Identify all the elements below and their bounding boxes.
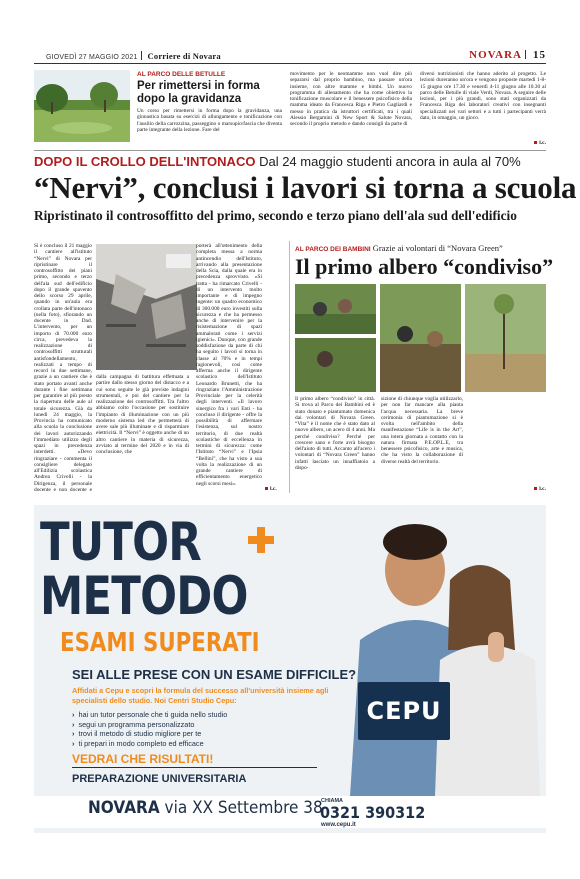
park-photo (34, 70, 130, 142)
advert-call-label: CHIAMA (321, 798, 343, 804)
top-article-column-2: movimento per le neomamme non vuol dire più separarsi dal proprio bambino, ma passare un'ora insieme, con altre mamme e bimbi. Un nuovo programma di allenamento che ha come obiettivo la tonificazione muscolare e il benessere psicofisico della mamma ideato da Francesca Riga e Pietro Gagliardi e messo in pratica da istruttori certificati, tra i quali Alessio Bergamini di New Sport & Salute Novara, secondo il proprio metodo e dando consigli da parte di (290, 71, 412, 127)
page-header-left (46, 51, 221, 61)
main-article-title: “Nervi”, conclusi i lavori si torna a scuola (34, 170, 577, 205)
page-header-right (469, 49, 546, 61)
newspaper-name: Corriere di Novara (147, 51, 221, 61)
advert-metodo: METODO (40, 566, 248, 627)
advert-website[interactable]: www.cepu.it (321, 822, 356, 828)
advert-tagline: VEDRAI CHE RISULTATI! (72, 752, 214, 766)
right-article-kicker (295, 243, 503, 253)
top-article-signature: l.c. (534, 140, 546, 146)
cepu-logo: CEPU (366, 697, 442, 725)
ceiling-collapse-photo (96, 244, 197, 370)
list-item: › segui un programma personalizzato (72, 719, 195, 729)
plus-icon (248, 527, 274, 553)
main-kicker-dark: Dal 24 maggio studenti ancora in aula al 70% (259, 154, 521, 169)
main-article-kicker (34, 154, 521, 169)
advert-intro: Affidati a Cepu e scopri la formula del successo all'università insieme agli specialisti dello studio. Noi Centri Studio Cepu: (72, 686, 329, 705)
advert-phone: 0321 390312 (320, 803, 426, 822)
advert-divider (72, 767, 317, 768)
list-item: › hai un tutor personale che ti guida nello studio (72, 710, 228, 719)
advert-tutor: TUTOR (40, 512, 201, 573)
right-article-title: Il primo albero “condiviso” (295, 254, 554, 279)
right-article-signature: l.c. (534, 486, 546, 492)
advert-question: SEI ALLE PRESE CON UN ESAME DIFFICILE? (72, 667, 357, 682)
tree-planting-photos (295, 284, 546, 392)
advert-esami-superati: ESAMI SUPERATI (60, 628, 260, 658)
main-article-column-1: Si è concluso il 21 maggio il cantiere all'istituto “Nervi” di Novara per ripristinare il controsoffitto dei piani primo, secondo e terzo dell'ala sud dell'edificio dopo il grande spavento dello scorso 29 aprile, quando in un'aula era crollata parte dell'intonaco (nella foto), sfiorando un docente in Dad. L'intervento, per un importo di 70.000 euro circa, prevedeva la realizzazione di controsoffitti strutturali antisfondellamento, realizzati a tempo di record in due settimane, grazie a un cantiere che è stato portato avanti anche durante i fine settimana per garantire al più presto la riapertura delle aule al totale sicurezza. Già da lunedì 24 maggio, la Provincia ha comunicato alla scuola la conclusione dei lavori autorizzando l'immediato utilizzo degli spazi in precedenza interdetti. «Devo ringraziare - commenta il consigliere delegato all'Edilizia scolastica Andrea Crivelli - la Dirigenza, il personale docente e non docente e (34, 243, 92, 493)
advert-footer-label: PREPARAZIONE UNIVERSITARIA (72, 773, 247, 785)
main-article-signature: l.c. (265, 486, 277, 492)
top-article-column-3: diversi nutrizionisti che hanno aderito al progetto. Le lezioni dureranno un'ora e vengono proposte martedì 1-8-15 giugno ore 17.30 e venerdì 4-11 giugno alle 10.30 al parco delle Betulle di viale Verdi, Novara. A seguire delle lezioni, per i più grandi, sono stati organizzati da Francesca Riga dei laboratori creativi con insegnanti specializzati nei vari settori e a tutti i partecipanti verrà dato, in omaggio, un gioco. (420, 71, 546, 121)
advert-students-illustration (320, 510, 546, 796)
main-article-column-3: porterà all'ottenimento della completa messa a norma antincendio dell'Istituto, arrivando alla presentazione della Scia, dalla quale era in precedenza sprovvisto. «Si tratta - ha rimarcato Crivelli - di un intervento molto importante e di impegno ingente: un quadro economico di 300.000 euro investiti sulla sicurezza e che ha permesso anche di intervenire per la risistemazione di spazi ammalorati come i servizi igienici». Dunque, con grande soddisfazione da parte di chi ha seguito i lavori si torna in classe al 70% e in tempi ragionevoli, così come afferma anche il dirigente scolastico dell'Istituto Leonardo Brunetti, che ha ringraziato l'Amministrazione Provinciale per la celerità degli interventi. «Il lavoro sinergico fra i vari Enti - ha concluso il dirigente - offre la possibilità di affermare l'esistenza, sul nostro territorio, di due realtà scolastiche di eccellenza in termini di sicurezza: come l'Istituto “Nervi” e l'Ipsia “Bellini”, che ha visto a sua volta la realizzazione di un grande cantiere di efficientamento energetico negli scorsi mesi». (196, 243, 262, 486)
right-article-column-1: Il primo albero “condiviso” in città. Si trova al Parco dei Bambini ed è stato donato e piantumato domenica dai volontari di Novara Green. “Vita” è il nome che è stato dato al nuovo albero, un acero di 4 anni. Ma perché condiviso? Perché per crescere sano e forte avrà bisogno dell'aiuto di tutti. Accanto all'acero i volontari di “Novara Green” hanno infatti lasciato un innaffiatoio a dispo- (295, 396, 375, 471)
main-article-column-2: dalla campagna di battitura effettuata a partire dallo stesso giorno del distacco e a cui sono seguite le già previste indagini strumentali, e poi del cantiere per la realizzazione dei controsoffitti. Tra l'altro abbiamo colto l'occasione per sostituire l'impianto di illuminazione con un più moderno sistema led che permetterà di avere sale più illuminate e di risparmiare elettricità. Il “Nervi” è oggetto anche di un altro cantiere in materia di sicurezza, avviato al termine del 2020 e in via di conclusione, che (96, 374, 189, 455)
advert-bullet-list (72, 710, 227, 748)
page-number: 15 (533, 49, 546, 61)
section-name: NOVARA (469, 49, 522, 61)
main-article-subtitle: Ripristinato il controsoffitto del primo, secondo e terzo piano dell'ala sud dell'edificio (34, 208, 517, 223)
column-divider (289, 241, 290, 493)
right-article-column-2: sizione di chiunque voglia utilizzarlo, per non far mancare alla pianta l'acqua necessaria. La breve cerimonia di piantumazione si è svolta nell'ambito della manifestazione “Life is in the Art”, una intera giornata a contatto con la natura firmata P.E.OP.L.E, tra benessere psicofisico, arte e musica, che ha visto la collaborazione di diverse realtà del territorio. (381, 396, 463, 465)
main-kicker-red: DOPO IL CROLLO DELL'INTONACO (34, 154, 256, 169)
issue-date: GIOVEDÌ 27 MAGGIO 2021 (46, 54, 138, 61)
header-rule (34, 63, 546, 64)
list-item: › ti prepari in modo completo ed efficace (72, 738, 204, 748)
section-rule (34, 150, 546, 151)
top-article-column-1: Un corso per rimettersi in forma dopo la gravidanza, una ginnastica basata su esercizi di allungamento e tonificazione con l'ausilio della carrozzina, passeggino o marsupio/fascia che diventa parte integrante della lezione. Fare del (137, 108, 282, 133)
right-kicker-red: AL PARCO DEI BAMBINI (295, 246, 371, 253)
advert-address: NOVARA via XX Settembre 38 (88, 798, 323, 818)
right-kicker-dark: Grazie ai volontari di “Novara Green” (372, 243, 503, 253)
top-article-title: Per rimettersi in forma dopo la gravidanza (137, 80, 260, 105)
list-item: › trovi il metodo di studio migliore per te (72, 729, 202, 738)
top-article-kicker: AL PARCO DELLE BETULLE (137, 71, 226, 78)
